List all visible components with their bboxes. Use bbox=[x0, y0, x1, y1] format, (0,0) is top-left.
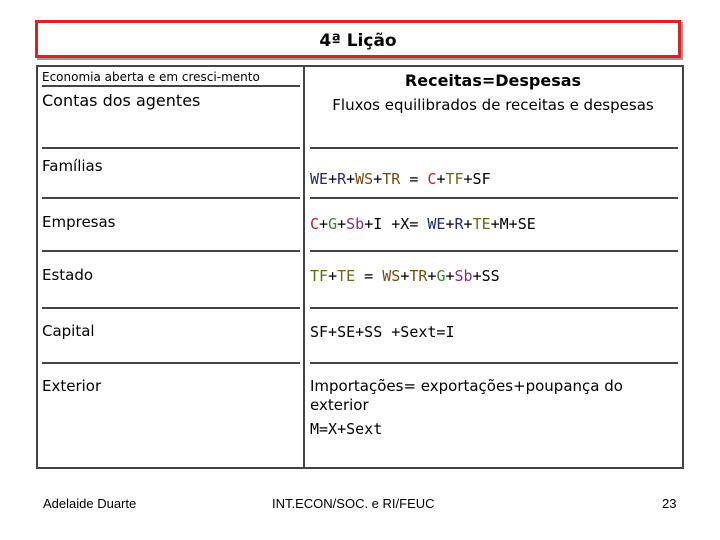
formula-exterior: M=X+Sext bbox=[310, 420, 383, 438]
exterior-text: Importações= exportações+poupança do exterior bbox=[310, 377, 623, 414]
footer-author: Adelaide Duarte bbox=[43, 496, 137, 511]
formula-empresas bbox=[310, 215, 536, 233]
formula-familias bbox=[310, 170, 491, 188]
formula-token: WE bbox=[310, 170, 329, 188]
row-separator bbox=[310, 250, 678, 252]
formula-token: = bbox=[355, 267, 383, 285]
row-label-empresas: Empresas bbox=[42, 213, 116, 231]
formula-token: TE bbox=[337, 267, 356, 285]
formula-token: +M+SE bbox=[490, 215, 536, 233]
column-divider bbox=[303, 67, 305, 467]
row-label-familias: Famílias bbox=[42, 157, 103, 175]
header-underline bbox=[42, 85, 300, 87]
formula-token: + bbox=[328, 170, 338, 188]
row-separator bbox=[310, 147, 678, 149]
formula-token: Sb bbox=[346, 215, 365, 233]
accounts-table bbox=[36, 65, 684, 469]
formula-token: + bbox=[319, 215, 329, 233]
formula-token: + bbox=[328, 267, 338, 285]
footer-course: INT.ECON/SOC. e RI/FEUC bbox=[272, 496, 435, 511]
formula-token: WS bbox=[382, 267, 401, 285]
formula-token: C bbox=[427, 170, 437, 188]
row-label-exterior: Exterior bbox=[42, 377, 102, 395]
row-separator bbox=[310, 307, 678, 309]
formula-token: + bbox=[373, 170, 383, 188]
formula-token: TR bbox=[409, 267, 428, 285]
formula-token: R bbox=[454, 215, 464, 233]
formula-token: +SS bbox=[472, 267, 500, 285]
formula-token: WE bbox=[427, 215, 446, 233]
header-right-sub: Fluxos equilibrados de receitas e despesas bbox=[332, 96, 654, 114]
formula-token: + bbox=[427, 267, 437, 285]
formula-token: + bbox=[445, 267, 455, 285]
formula-token: G bbox=[328, 215, 338, 233]
formula-token: = bbox=[400, 170, 428, 188]
formula-token: C bbox=[310, 215, 320, 233]
formula-token: Sb bbox=[454, 267, 473, 285]
row-separator bbox=[310, 197, 678, 199]
title-box bbox=[35, 20, 681, 58]
formula-token: TF bbox=[445, 170, 464, 188]
formula-token: WS bbox=[355, 170, 374, 188]
row-separator bbox=[310, 362, 678, 364]
formula-token: + bbox=[400, 267, 410, 285]
formula-token: + bbox=[337, 215, 347, 233]
row-separator bbox=[42, 197, 300, 199]
row-separator bbox=[42, 307, 300, 309]
page-number: 23 bbox=[662, 496, 677, 511]
formula-token: + bbox=[436, 170, 446, 188]
header-right-bold: Receitas=Despesas bbox=[404, 71, 582, 90]
formula-token: + bbox=[346, 170, 356, 188]
formula-token: R bbox=[337, 170, 347, 188]
row-label-estado: Estado bbox=[42, 266, 94, 284]
row-label-capital: Capital bbox=[42, 322, 95, 340]
formula-token: + bbox=[445, 215, 455, 233]
formula-token: TE bbox=[472, 215, 491, 233]
row-separator bbox=[42, 147, 300, 149]
formula-token: + bbox=[463, 215, 473, 233]
formula-token: +I +X= bbox=[364, 215, 428, 233]
formula-estado bbox=[310, 267, 500, 285]
formula-token: TF bbox=[310, 267, 329, 285]
slide-title: 4ª Lição bbox=[319, 31, 397, 51]
header-left-big: Contas dos agentes bbox=[42, 91, 201, 110]
row-separator bbox=[42, 362, 300, 364]
formula-capital: SF+SE+SS +Sext=I bbox=[310, 323, 455, 341]
formula-token: TR bbox=[382, 170, 401, 188]
formula-token: G bbox=[436, 267, 446, 285]
formula-token: +SF bbox=[463, 170, 491, 188]
row-separator bbox=[42, 250, 300, 252]
header-left-small: Economia aberta e em cresci-mento bbox=[42, 70, 260, 84]
